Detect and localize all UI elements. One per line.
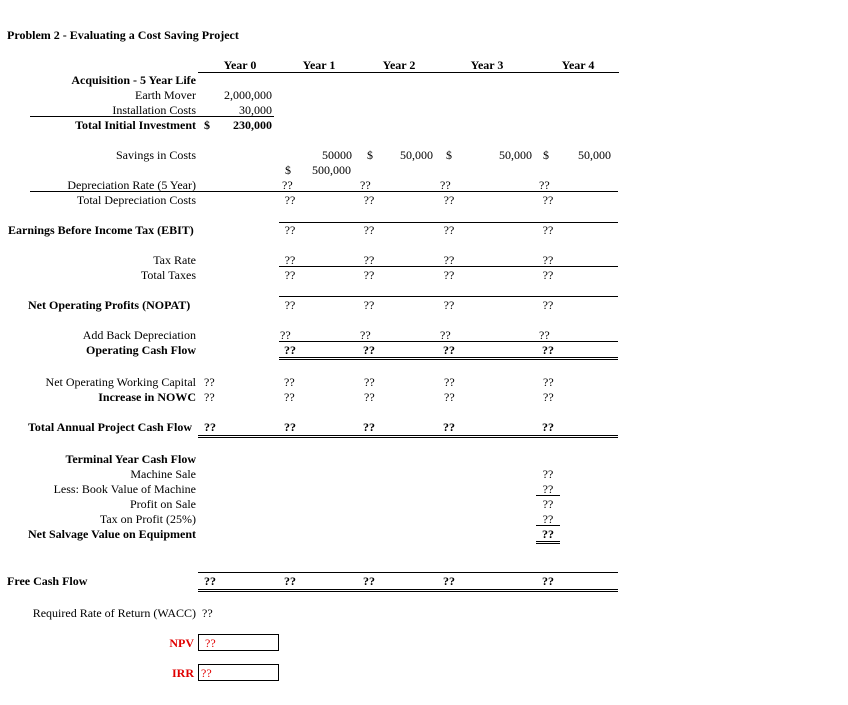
nowc-y4: ?? [543,375,554,389]
total-dep-y1: ?? [284,193,296,207]
inc-nowc-label: Increase in NOWC [98,390,196,404]
tax-rate-y3: ?? [443,253,455,267]
installation-costs-label: Installation Costs [112,103,196,117]
year-3-header: Year 3 [470,58,504,72]
fcf-y2: ?? [363,574,375,588]
machine-sale-label: Machine Sale [130,467,196,481]
savings-y2-value: 50,000 [400,148,433,162]
nowc-label: Net Operating Working Capital [45,375,196,389]
savings-y1-currency: $ [367,148,373,162]
irr-label: IRR [171,666,194,680]
fcf-y3: ?? [443,574,455,588]
net-salvage-label: Net Salvage Value on Equipment [27,527,196,541]
machine-sale-y4: ?? [542,467,554,481]
tax-rate-y2: ?? [363,253,375,267]
page-title: Problem 2 - Evaluating a Cost Saving Project [7,28,239,42]
savings-y3-value: 50,000 [499,148,532,162]
inc-nowc-y4: ?? [543,390,554,404]
acquisition-underline [30,116,274,117]
profit-sale-label: Profit on Sale [130,497,196,511]
ocf-y4: ?? [542,343,554,357]
wacc-label: Required Rate of Return (WACC) [32,606,196,620]
book-value-underline [536,495,560,496]
ocf-y2: ?? [363,343,375,357]
add-back-dep-label: Add Back Depreciation [82,328,196,342]
book-value-y4: ?? [542,482,554,496]
nowc-y3: ?? [444,375,455,389]
total-taxes-y2: ?? [363,268,375,282]
dep-rate-label: Depreciation Rate (5 Year) [67,178,196,192]
savings-y1-value: 50000 [322,148,352,162]
nowc-y1: ?? [284,375,295,389]
net-salvage-y4: ?? [542,527,554,541]
tax-rate-y4: ?? [542,253,554,267]
ocf-double-underline [279,357,618,360]
tax-profit-label: Tax on Profit (25%) [99,512,196,526]
savings-extra-currency: $ [285,163,291,177]
fcf-y4: ?? [542,574,554,588]
nopat-y2: ?? [363,298,375,312]
inc-nowc-y0: ?? [204,390,215,404]
tax-profit-y4: ?? [542,512,554,526]
inc-nowc-y2: ?? [364,390,375,404]
nowc-y0: ?? [204,375,215,389]
savings-y4-value: 50,000 [578,148,611,162]
wacc-value: ?? [202,606,213,620]
earth-mover-label: Earth Mover [135,88,196,102]
year-4-header: Year 4 [561,58,595,72]
npv-value: ?? [205,636,216,650]
savings-extra-value: 500,000 [312,163,351,177]
tax-rate-label: Tax Rate [153,253,196,267]
nopat-y3: ?? [443,298,455,312]
ebit-y2: ?? [363,223,375,237]
total-annual-y2: ?? [363,420,375,434]
total-investment-value: 230,000 [233,118,272,132]
ebit-y1: ?? [284,223,296,237]
tax-profit-underline [536,525,560,526]
nopat-y1: ?? [284,298,296,312]
acquisition-header: Acquisition - 5 Year Life [71,73,196,87]
nopat-label: Net Operating Profits (NOPAT) [28,298,191,312]
tax-rate-underline [279,266,618,267]
header-underline [198,72,619,73]
total-investment-label: Total Initial Investment [75,118,196,132]
fcf-overline [198,572,618,573]
dep-rate-y1: ?? [282,178,293,192]
total-taxes-y1: ?? [284,268,296,282]
irr-value: ?? [201,666,212,680]
year-1-header: Year 1 [302,58,336,72]
add-back-y4: ?? [539,328,550,342]
year-2-header: Year 2 [382,58,416,72]
total-annual-y4: ?? [542,420,554,434]
dep-rate-y4: ?? [539,178,550,192]
ocf-y3: ?? [443,343,455,357]
inc-nowc-y1: ?? [284,390,295,404]
total-annual-y1: ?? [284,420,296,434]
total-dep-y4: ?? [542,193,554,207]
dep-rate-y3: ?? [440,178,451,192]
add-back-y2: ?? [360,328,371,342]
terminal-header: Terminal Year Cash Flow [65,452,196,466]
ebit-label: Earnings Before Income Tax (EBIT) [8,223,194,237]
ebit-y4: ?? [542,223,554,237]
total-annual-y0: ?? [204,420,216,434]
total-dep-y3: ?? [443,193,455,207]
ocf-y1: ?? [284,343,296,357]
year-0-header: Year 0 [223,58,257,72]
total-dep-y2: ?? [363,193,375,207]
add-back-y1: ?? [280,328,291,342]
ebit-y3: ?? [443,223,455,237]
npv-label: NPV [169,636,194,650]
nopat-y4: ?? [542,298,554,312]
add-back-y3: ?? [440,328,451,342]
add-back-underline [279,341,618,342]
nopat-overline [279,296,618,297]
fcf-y1: ?? [284,574,296,588]
dep-underline [30,191,618,192]
total-annual-double-underline [198,435,618,438]
total-annual-y3: ?? [443,420,455,434]
inc-nowc-y3: ?? [444,390,455,404]
savings-y3-currency: $ [543,148,549,162]
total-taxes-y3: ?? [443,268,455,282]
savings-label: Savings in Costs [115,148,196,162]
nowc-y2: ?? [364,375,375,389]
total-investment-currency: $ [204,118,210,132]
total-taxes-y4: ?? [542,268,554,282]
savings-y2-currency: $ [446,148,452,162]
ocf-label: Operating Cash Flow [85,343,196,357]
fcf-label: Free Cash Flow [7,574,88,588]
tax-rate-y1: ?? [284,253,296,267]
total-taxes-label: Total Taxes [140,268,196,282]
book-value-label: Less: Book Value of Machine [53,482,196,496]
fcf-double-underline [198,589,618,592]
fcf-y0: ?? [204,574,216,588]
total-annual-label: Total Annual Project Cash Flow [28,420,193,434]
net-salvage-double-underline [536,541,560,544]
dep-rate-y2: ?? [360,178,371,192]
earth-mover-value: 2,000,000 [224,88,272,102]
installation-costs-value: 30,000 [239,103,272,117]
profit-sale-y4: ?? [542,497,554,511]
total-dep-label: Total Depreciation Costs [76,193,196,207]
